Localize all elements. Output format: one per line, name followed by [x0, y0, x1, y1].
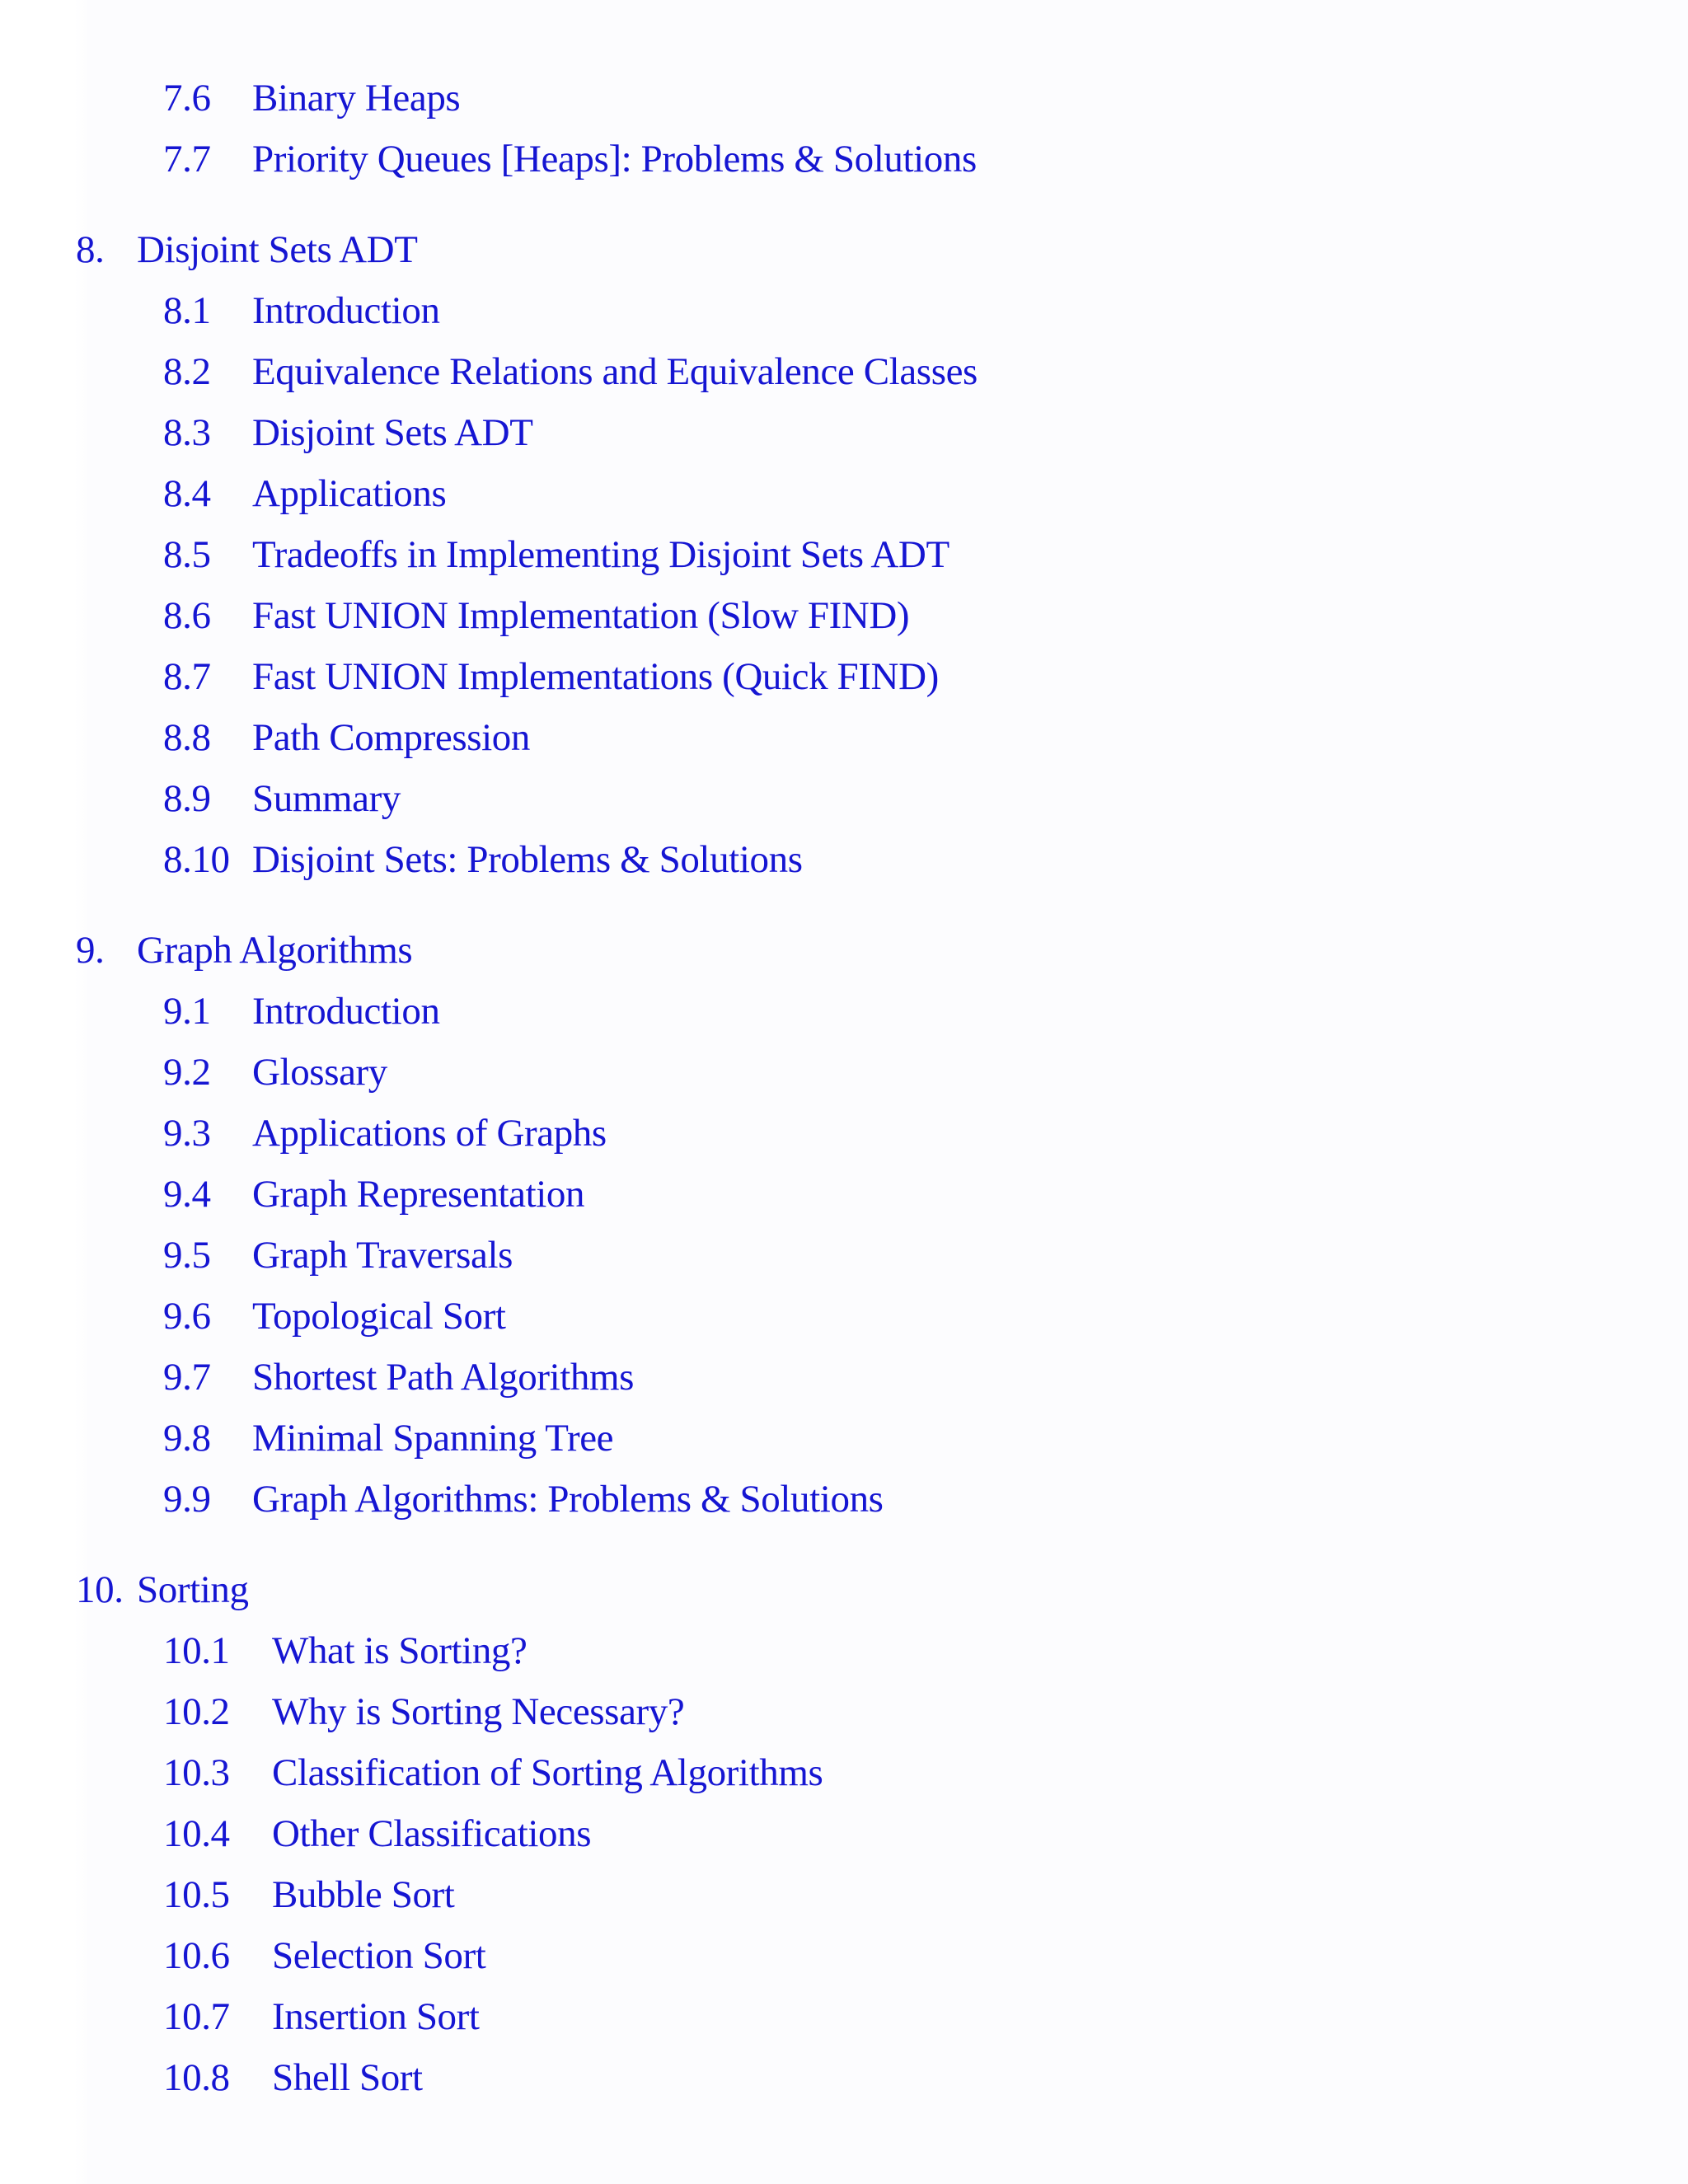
toc-entry-9-6[interactable] — [0, 1286, 1688, 1347]
toc-entry-number: 9.7 — [163, 1356, 211, 1399]
toc-entry-number: 8.9 — [163, 777, 211, 820]
chapter-title: Disjoint Sets ADT — [137, 228, 418, 271]
toc-entry-number: 10.6 — [163, 1934, 230, 1977]
toc-entry-10-4[interactable] — [0, 1803, 1688, 1864]
toc-entry-number: 8.6 — [163, 594, 211, 637]
toc-entry-title: Selection Sort — [272, 1934, 486, 1977]
toc-entry-9-9[interactable] — [0, 1469, 1688, 1530]
chapter-number: 9. — [76, 929, 105, 972]
toc-entry-10-8[interactable] — [0, 2047, 1688, 2108]
chapter-title: Graph Algorithms — [137, 929, 413, 972]
toc-entry-title: Graph Algorithms: Problems & Solutions — [252, 1478, 884, 1521]
chapter-7-continued — [0, 68, 1688, 190]
toc-entry-title: Other Classifications — [272, 1812, 592, 1855]
toc-entry-number: 8.10 — [163, 838, 230, 881]
toc-entry-number: 8.5 — [163, 533, 211, 576]
toc-entry-title: Why is Sorting Necessary? — [272, 1690, 685, 1733]
toc-entry-number: 9.2 — [163, 1051, 211, 1094]
toc-entry-number: 8.8 — [163, 716, 211, 759]
toc-entry-9-5[interactable] — [0, 1225, 1688, 1286]
toc-entry-9-2[interactable] — [0, 1042, 1688, 1103]
toc-entry-title: Fast UNION Implementations (Quick FIND) — [252, 655, 939, 698]
toc-entry-title: Bubble Sort — [272, 1873, 455, 1916]
toc-entry-number: 10.3 — [163, 1751, 230, 1794]
toc-entry-title: Glossary — [252, 1051, 387, 1094]
toc-entry-number: 9.6 — [163, 1295, 211, 1338]
toc-entry-title: Disjoint Sets: Problems & Solutions — [252, 838, 803, 881]
toc-entry-9-4[interactable] — [0, 1164, 1688, 1225]
toc-entry-title: Classification of Sorting Algorithms — [272, 1751, 823, 1794]
toc-entry-title: Fast UNION Implementation (Slow FIND) — [252, 594, 910, 637]
toc-entry-title: Path Compression — [252, 716, 530, 759]
toc-entry-number: 9.4 — [163, 1173, 211, 1216]
toc-entry-title: Introduction — [252, 289, 440, 332]
chapter-title: Sorting — [137, 1568, 249, 1611]
toc-entry-title: Shortest Path Algorithms — [252, 1356, 635, 1399]
toc-entry-number: 9.3 — [163, 1112, 211, 1155]
toc-entry-title: Insertion Sort — [272, 1995, 480, 2038]
toc-entry-number: 10.7 — [163, 1995, 230, 2038]
toc-entry-9-8[interactable] — [0, 1408, 1688, 1469]
toc-entry-title: Applications of Graphs — [252, 1112, 607, 1155]
chapter-heading-8[interactable] — [0, 219, 1688, 280]
toc-entry-title: Topological Sort — [252, 1295, 506, 1338]
toc-entry-number: 10.2 — [163, 1690, 230, 1733]
toc-entry-title: What is Sorting? — [272, 1629, 528, 1672]
toc-entry-7-7[interactable] — [0, 129, 1688, 190]
table-of-contents — [0, 68, 1688, 2108]
toc-entry-10-7[interactable] — [0, 1986, 1688, 2047]
toc-entry-8-6[interactable] — [0, 585, 1688, 646]
toc-entry-8-4[interactable] — [0, 463, 1688, 524]
chapter-heading-9[interactable] — [0, 920, 1688, 981]
toc-entry-8-8[interactable] — [0, 707, 1688, 768]
toc-entry-title: Binary Heaps — [252, 77, 461, 120]
toc-entry-title: Shell Sort — [272, 2056, 423, 2099]
toc-entry-8-2[interactable] — [0, 341, 1688, 402]
toc-entry-title: Summary — [252, 777, 401, 820]
toc-entry-8-10[interactable] — [0, 829, 1688, 890]
toc-entry-title: Minimal Spanning Tree — [252, 1417, 614, 1460]
toc-entry-10-3[interactable] — [0, 1742, 1688, 1803]
toc-entry-number: 8.1 — [163, 289, 211, 332]
toc-entry-number: 8.2 — [163, 350, 211, 393]
toc-entry-number: 10.8 — [163, 2056, 230, 2099]
toc-entry-9-1[interactable] — [0, 981, 1688, 1042]
toc-entry-9-3[interactable] — [0, 1103, 1688, 1164]
toc-entry-number: 9.9 — [163, 1478, 211, 1521]
toc-entry-number: 10.1 — [163, 1629, 230, 1672]
toc-entry-number: 9.8 — [163, 1417, 211, 1460]
chapter-10 — [0, 1559, 1688, 2108]
chapter-9 — [0, 920, 1688, 1530]
toc-entry-8-7[interactable] — [0, 646, 1688, 707]
chapter-number: 10. — [76, 1568, 124, 1611]
toc-entry-number: 7.6 — [163, 77, 211, 120]
toc-entry-number: 10.4 — [163, 1812, 230, 1855]
toc-entry-number: 9.1 — [163, 990, 211, 1033]
toc-entry-9-7[interactable] — [0, 1347, 1688, 1408]
toc-entry-number: 9.5 — [163, 1234, 211, 1277]
toc-entry-8-9[interactable] — [0, 768, 1688, 829]
chapter-heading-10[interactable] — [0, 1559, 1688, 1620]
toc-entry-8-5[interactable] — [0, 524, 1688, 585]
toc-entry-title: Priority Queues [Heaps]: Problems & Solutions — [252, 138, 977, 180]
toc-entry-number: 8.4 — [163, 472, 211, 515]
toc-entry-number: 8.7 — [163, 655, 211, 698]
toc-entry-10-1[interactable] — [0, 1620, 1688, 1681]
toc-entry-title: Tradeoffs in Implementing Disjoint Sets ADT — [252, 533, 950, 576]
toc-entry-title: Introduction — [252, 990, 440, 1033]
toc-entry-title: Applications — [252, 472, 447, 515]
toc-entry-number: 10.5 — [163, 1873, 230, 1916]
toc-entry-title: Equivalence Relations and Equivalence Classes — [252, 350, 978, 393]
toc-entry-7-6[interactable] — [0, 68, 1688, 129]
toc-entry-10-5[interactable] — [0, 1864, 1688, 1925]
toc-entry-8-1[interactable] — [0, 280, 1688, 341]
toc-entry-title: Graph Representation — [252, 1173, 585, 1216]
toc-entry-number: 7.7 — [163, 138, 211, 180]
toc-entry-10-6[interactable] — [0, 1925, 1688, 1986]
toc-entry-title: Graph Traversals — [252, 1234, 513, 1277]
toc-entry-8-3[interactable] — [0, 402, 1688, 463]
toc-entry-10-2[interactable] — [0, 1681, 1688, 1742]
chapter-number: 8. — [76, 228, 105, 271]
toc-entry-title: Disjoint Sets ADT — [252, 411, 533, 454]
chapter-8 — [0, 219, 1688, 890]
toc-entry-number: 8.3 — [163, 411, 211, 454]
